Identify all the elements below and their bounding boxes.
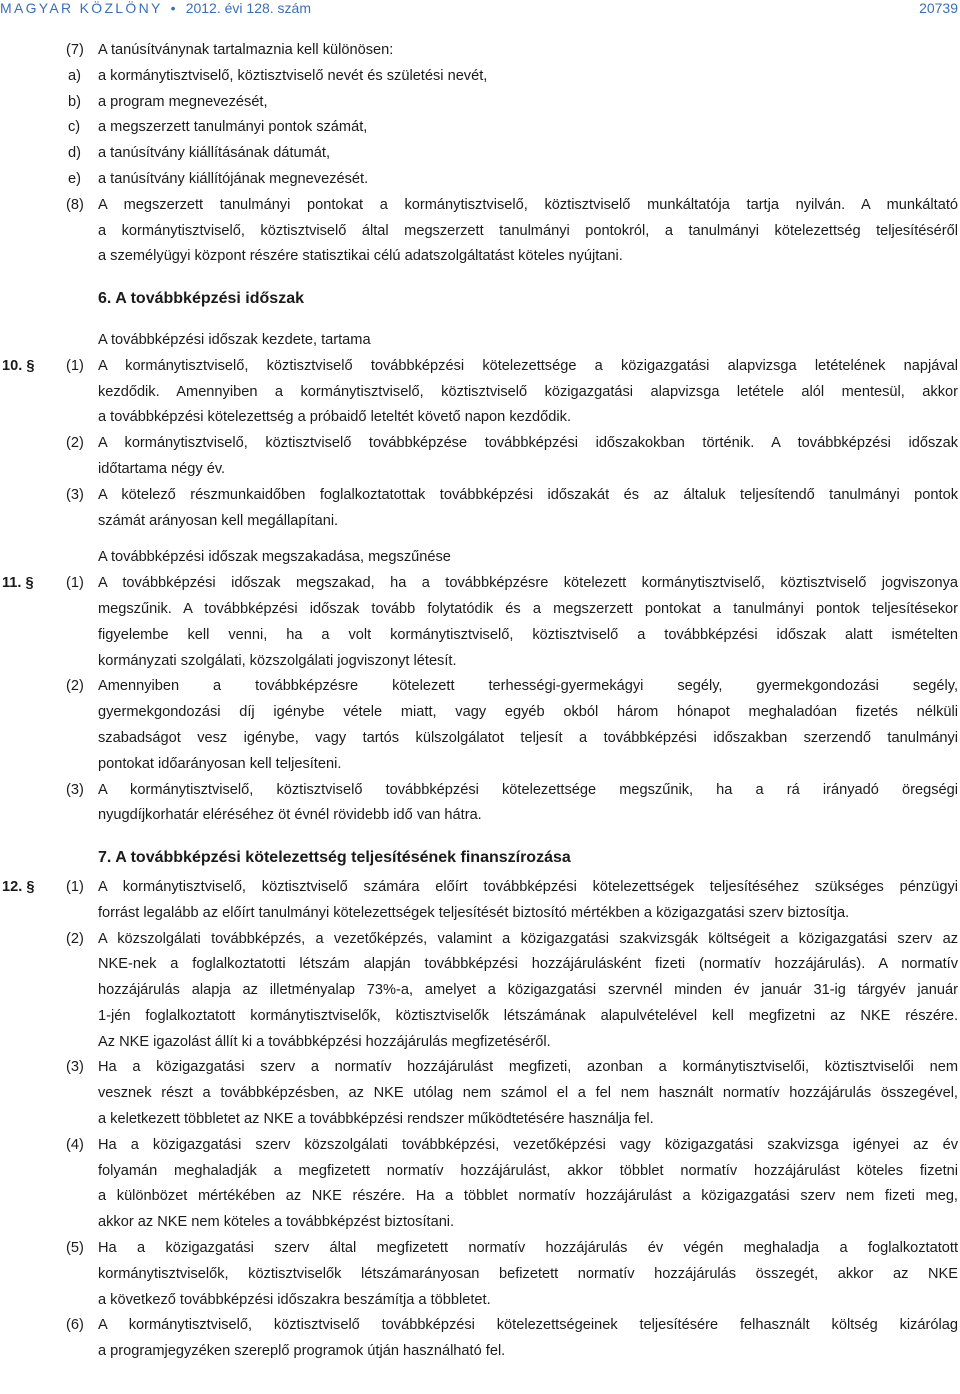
paragraph-number: (1) — [66, 357, 84, 374]
paragraph-number: (3) — [66, 1059, 84, 1076]
paragraph-number: (2) — [66, 678, 84, 695]
paragraph-text: kormányzati szolgálati, közszolgálati jogviszonyt létesít. — [98, 652, 457, 669]
paragraph-number: (3) — [66, 486, 84, 503]
paragraph-text: a következő továbbképzési időszakra beszámítja a többletet. — [98, 1291, 491, 1308]
paragraph-text: megszűnik. A továbbképzési időszak tovább folytatódik és a megszerzett pontokat a tanulmányi pontok teljesítésekor — [98, 600, 958, 617]
paragraph-line — [0, 354, 960, 380]
paragraph-text: a személyügyi központ részére statisztikai célú adatszolgáltatást köteles nyújtani. — [98, 248, 623, 265]
paragraph-line — [0, 509, 960, 535]
paragraph-text: 1-jén foglalkoztatott kormánytisztviselők, köztisztviselők létszámának alapulvételével kell megfizetni az NKE részére. — [98, 1007, 958, 1024]
list-text: a tanúsítvány kiállításának dátumát, — [98, 145, 331, 162]
chapter-heading: 7. A továbbképzési kötelezettség teljesítésének finanszírozása — [98, 849, 571, 867]
paragraph-text: számát arányosan kell megállapítani. — [98, 512, 339, 529]
issue-number: 2012. évi 128. szám — [185, 0, 311, 16]
paragraph-text: gyermekgondozási díj igénybe vétele miatt, vagy egyéb okból három hónapot meghaladóan fizetés nélküli — [98, 704, 958, 721]
paragraph-number: (1) — [66, 878, 84, 895]
paragraph-line — [0, 927, 960, 953]
paragraph-text: A közszolgálati továbbképzés, a vezetőképzés, valamint a közigazgatási szakvizsgák költségeit a közigazgatási szerv az — [98, 930, 958, 947]
paragraph-line — [0, 597, 960, 623]
paragraph-text: Ha a közigazgatási szerv közszolgálati továbbképzési, vezetőképzési vagy közigazgatási szakvizsga igényei az év — [98, 1136, 958, 1153]
list-item — [0, 167, 960, 193]
paragraph-line — [0, 1030, 960, 1056]
paragraph-text: forrást legalább az előírt tanulmányi kötelezettségek teljesítését biztosító mértékben a közigazgatási szerv biztosítja. — [98, 904, 850, 921]
paragraph-line — [0, 1055, 960, 1081]
paragraph-line — [0, 219, 960, 245]
paragraph-text: Az NKE igazolást állít ki a továbbképzési hozzájárulás megfizetéséről. — [98, 1033, 551, 1050]
section-subheading: A továbbképzési időszak kezdete, tartama — [98, 331, 371, 348]
paragraph-line — [0, 901, 960, 927]
paragraph-text: A kormánytisztviselő, köztisztviselő továbbképzési kötelezettségeinek teljesítésére felhasznált költség kizárólag — [98, 1317, 958, 1334]
paragraph-text: A kötelező részmunkaidőben foglalkoztatottak továbbképzési időszakát és az általuk teljesítendő tanulmányi pontok — [98, 486, 958, 503]
paragraph-text: Ha a közigazgatási szerv a normatív hozzájárulást megfizeti, azonban a kormánytisztviselői, köztisztviselői nem — [98, 1059, 958, 1076]
paragraph-text: szabadságot vesz igénybe, vagy tartós külszolgálatot teljesít a továbbképzési időszakban szerzendő tanulmányi — [98, 729, 958, 746]
paragraph-line — [0, 1081, 960, 1107]
paragraph-text: akkor az NKE nem köteles a továbbképzést biztosítani. — [98, 1214, 455, 1231]
list-text: a program megnevezését, — [98, 93, 268, 110]
paragraph-text: a programjegyzéken szereplő programok útján használható fel. — [98, 1343, 506, 1360]
paragraph-text: időtartama négy év. — [98, 460, 226, 477]
paragraph-text: A megszerzett tanulmányi pontokat a kormánytisztviselő, köztisztviselő munkáltatója tartja nyilván. A munkáltató — [98, 196, 958, 213]
paragraph-line — [0, 649, 960, 675]
paragraph-line — [0, 875, 960, 901]
paragraph-text: vesznek részt a továbbképzésben, az NKE utólag nem számol el a fel nem használt normatív hozzájárulás összegével, — [98, 1085, 958, 1102]
paragraph-text: a kormánytisztviselő, köztisztviselő által megszerzett tanulmányi pontokról, a tanulmányi kötelezettség teljesítéséről — [98, 222, 958, 239]
list-item — [0, 115, 960, 141]
section-number: 12. § — [2, 878, 35, 895]
paragraph-text: A kormánytisztviselő, köztisztviselő továbbképzése továbbképzési időszakokban történik. A továbbképzési időszak — [98, 435, 958, 452]
paragraph-number: (5) — [66, 1240, 84, 1257]
paragraph-text: pontokat időarányosan kell teljesíteni. — [98, 755, 342, 772]
paragraph-text: A kormánytisztviselő, köztisztviselő továbbképzési kötelezettsége a közigazgatási alapvizsga letételének napjával — [98, 357, 958, 374]
paragraph-text: Ha a közigazgatási szerv által megfizetett normatív hozzájárulás év végén meghaladja a foglalkoztatott — [98, 1240, 958, 1257]
paragraph-text: Amennyiben a továbbképzésre kötelezett terhességi-gyermekágyi segély, gyermekgondozási segély, — [98, 678, 958, 695]
section-number: 10. § — [2, 357, 35, 374]
page-number: 20739 — [919, 0, 958, 16]
paragraph-text: nyugdíjkorhatár eléréséhez öt évnél rövidebb idő van hátra. — [98, 807, 482, 824]
paragraph-text: figyelembe kell venni, ha a volt kormánytisztviselő, köztisztviselő a továbbképzési időszak alatt ismételten — [98, 626, 958, 643]
list-text: a kormánytisztviselő, köztisztviselő nevét és születési nevét, — [98, 67, 488, 84]
paragraph-line — [0, 244, 960, 270]
paragraph-line — [0, 1004, 960, 1030]
paragraph-line — [0, 674, 960, 700]
paragraph-text: A kormánytisztviselő, köztisztviselő továbbképzési kötelezettsége megszűnik, ha a rá irányadó öregségi — [98, 781, 958, 798]
list-item — [0, 90, 960, 116]
paragraph-text: NKE-nek a foglalkoztatotti létszám alapján továbbképzési hozzájárulásként fizeti (normatív hozzájárulás). A normatív — [98, 956, 958, 973]
paragraph-number: (4) — [66, 1136, 84, 1153]
section-number: 11. § — [2, 575, 34, 592]
paragraph-line — [0, 193, 960, 219]
paragraph-line — [0, 726, 960, 752]
paragraph-number: (2) — [66, 435, 84, 452]
paragraph-line — [0, 431, 960, 457]
paragraph-number: (7) — [66, 42, 84, 58]
paragraph-text: A kormánytisztviselő, köztisztviselő számára előírt továbbképzési kötelezettségek teljesítéséhez szükséges pénzügyi — [98, 878, 958, 895]
section-subheading: A továbbképzési időszak megszakadása, megszűnése — [98, 549, 451, 566]
paragraph-text: a keletkezett többletet az NKE a továbbképzési rendszer működtetésére használja fel. — [98, 1111, 654, 1128]
paragraph-line — [0, 571, 960, 597]
paragraph-line — [0, 405, 960, 431]
list-label: c) — [68, 119, 81, 136]
paragraph-line — [0, 1313, 960, 1339]
list-label: b) — [68, 93, 81, 110]
paragraph-number: (1) — [66, 575, 84, 592]
list-text: a megszerzett tanulmányi pontok számát, — [98, 119, 368, 136]
paragraph-line — [0, 952, 960, 978]
paragraph-line — [0, 38, 960, 64]
paragraph-line — [0, 778, 960, 804]
paragraph-line — [0, 1210, 960, 1236]
journal-title: MAGYAR KÖZLÖNY — [0, 0, 163, 16]
document-body — [0, 38, 960, 1365]
chapter-heading: 6. A továbbképzési időszak — [98, 290, 304, 308]
paragraph-text: kormánytisztviselők, köztisztviselők létszámarányosan befizetett normatív hozzájárulás összegét, akkor az NKE — [98, 1265, 958, 1282]
list-label: d) — [68, 145, 81, 162]
page-header — [0, 0, 960, 16]
list-item — [0, 64, 960, 90]
bullet-separator: • — [170, 0, 176, 16]
list-label: e) — [68, 170, 81, 187]
paragraph-text: A tanúsítványnak tartalmaznia kell különösen: — [98, 42, 394, 58]
list-label: a) — [68, 67, 81, 84]
paragraph-line — [0, 623, 960, 649]
paragraph-line — [0, 1184, 960, 1210]
running-header — [0, 0, 311, 16]
paragraph-line — [0, 752, 960, 778]
paragraph-number: (3) — [66, 781, 84, 798]
paragraph-line — [0, 978, 960, 1004]
paragraph-line — [0, 1133, 960, 1159]
paragraph-line — [0, 1339, 960, 1365]
list-text: a tanúsítvány kiállítójának megnevezését. — [98, 170, 369, 187]
list-item — [0, 141, 960, 167]
paragraph-text: a különbözet mértékében az NKE részére. Ha a többlet normatív hozzájárulást a közigazgatási szerv nem fizeti meg, — [98, 1188, 958, 1205]
paragraph-text: hozzájárulás alapja az illetményalap 73%-a, amelyet a közigazgatási szervnél minden év január 31-ig tárgyév január — [98, 982, 958, 999]
paragraph-line — [0, 1262, 960, 1288]
paragraph-line — [0, 1288, 960, 1314]
paragraph-line — [0, 457, 960, 483]
paragraph-number: (6) — [66, 1317, 84, 1334]
paragraph-line — [0, 1159, 960, 1185]
paragraph-line — [0, 700, 960, 726]
paragraph-line — [0, 803, 960, 829]
paragraph-text: A továbbképzési időszak megszakad, ha a továbbképzésre kötelezett kormánytisztviselő, köztisztviselő jogviszonya — [98, 575, 958, 592]
paragraph-text: kezdődik. Amennyiben a kormánytisztviselő, köztisztviselő közigazgatási alapvizsga letétele alól mentesül, akkor — [98, 383, 958, 400]
paragraph-line — [0, 483, 960, 509]
paragraph-line — [0, 380, 960, 406]
paragraph-line — [0, 1236, 960, 1262]
paragraph-line — [0, 1107, 960, 1133]
paragraph-text: a továbbképzési kötelezettség a próbaidő leteltét követő napon kezdődik. — [98, 409, 571, 426]
paragraph-number: (8) — [66, 196, 84, 213]
paragraph-number: (2) — [66, 930, 84, 947]
paragraph-text: folyamán meghaladják a megfizetett normatív hozzájárulást, akkor többlet normatív hozzájárulást köteles fizetni — [98, 1162, 958, 1179]
